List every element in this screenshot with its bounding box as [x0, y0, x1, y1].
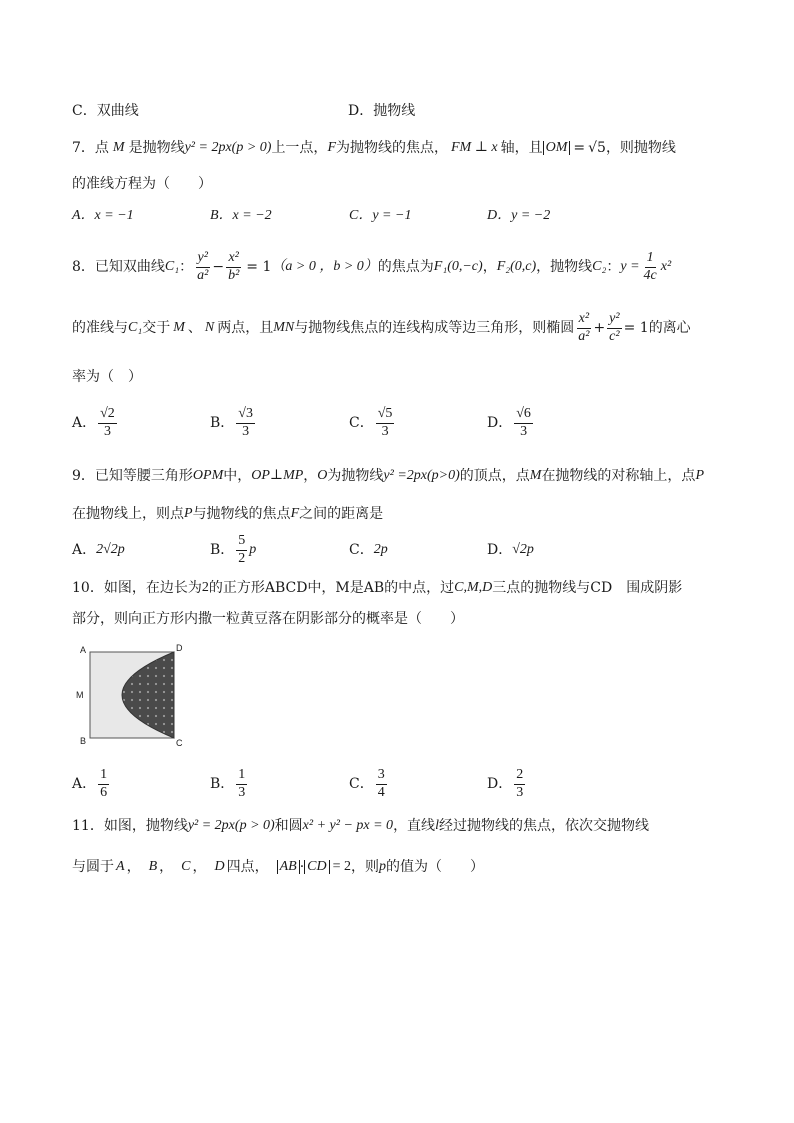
q8-parabola-frac: $\frac{1}{4c}$ — [643, 249, 657, 283]
q10-option-c: C． $\frac{3}{4}$ — [349, 766, 385, 800]
q10-line-2: 部分，则向正方形内撒一粒黄豆落在阴影部分的概率是（ ） — [72, 611, 464, 627]
q8-option-a-frac: $\frac{√2}{3}$ — [100, 405, 115, 439]
q10-option-b-frac: $\frac{1}{3}$ — [238, 766, 246, 800]
q8-option-d-frac: $\frac{√6}{3}$ — [516, 405, 531, 439]
q9-option-d: D． √2p — [487, 542, 534, 558]
fig-label-c: C — [176, 738, 183, 748]
q7-option-c: C．y = −1 — [349, 208, 412, 223]
q8-line-2: 的准线与 C₁ 交于 M 、 N 两点，且 MN 与抛物线焦点的连线构成等边三角形，则椭圆 $\frac{\text{x²}}{\text{a²}}$ + $\frac{\text{y²}}{\text{c²}}$ = 1 的离心 — [72, 310, 691, 344]
fig-label-b: B — [80, 736, 87, 746]
q8-option-c-frac: $\frac{√5}{3}$ — [377, 405, 393, 439]
q8-hyperbola-frac-1: $\frac{\text{y²}}{\text{a²}}$ — [197, 249, 209, 283]
q10-option-a-frac: $\frac{1}{6}$ — [100, 766, 108, 800]
q7-line-1: 7．点 M 是抛物线 y² = 2px(p > 0) 上一点， F 为抛物线的焦点， FM ⊥ x 轴，且 OM = √5 ，则抛物线 — [72, 140, 676, 156]
q10-option-d: D． $\frac{2}{3}$ — [487, 766, 524, 800]
q11-abs-ab: AB — [277, 860, 300, 874]
q9-line-2: 在抛物线上，则点 P 与抛物线的焦点 F 之间的距离是 — [72, 506, 384, 522]
q8-option-c: C． $\frac{√5}{3}$ — [349, 405, 393, 439]
q8-ellipse-frac-1: $\frac{\text{x²}}{\text{a²}}$ — [578, 310, 590, 344]
fig-label-a: A — [80, 645, 87, 655]
q10-figure — [72, 640, 192, 752]
q7-option-a: A．x = −1 — [72, 208, 134, 223]
q8-hyperbola-frac-2: $\frac{\text{x²}}{\text{b²}}$ — [228, 249, 240, 283]
q8-option-b-frac: $\frac{√3}{3}$ — [238, 405, 253, 439]
q9-option-b-frac: $\frac{5}{2}$ — [238, 532, 246, 566]
q7-line-2: 的准线方程为（ ） — [72, 176, 212, 192]
q6-option-c: C．双曲线 — [72, 103, 139, 119]
q10-option-d-frac: $\frac{2}{3}$ — [516, 766, 524, 800]
q10-option-b: B． $\frac{1}{3}$ — [210, 766, 246, 800]
fig-label-d: D — [176, 643, 183, 653]
q9-option-a: A． 2√2p — [72, 542, 125, 558]
q8-line-3: 率为（ ） — [72, 369, 142, 385]
q10-option-c-frac: $\frac{3}{4}$ — [377, 766, 385, 800]
q7-option-b: B．x = −2 — [210, 208, 272, 223]
q8-line-1: 8．已知双曲线 C₁ ： $\frac{\text{y²}}{\text{a²}}$ − $\frac{\text{x²}}{\text{b²}}$ = 1 （a > 0 ，b > 0） 的焦点为 F₁(0,−c) ， F₂(0,c) ，抛物线 C₂ ： y = $\frac{1}{4c}$ x² — [72, 249, 672, 283]
q11-abs-cd: CD — [304, 860, 329, 874]
q8-ellipse-frac-2: $\frac{\text{y²}}{\text{c²}}$ — [609, 310, 620, 344]
q7-option-d: D．y = −2 — [487, 208, 551, 223]
q9-line-1: 9．已知等腰三角形 OPM 中， OP⊥MP ， O 为抛物线 y² =2px(p>0) 的顶点，点 M 在抛物线的对称轴上，点 P — [72, 468, 704, 484]
q7-abs-om: OM — [543, 141, 571, 155]
q8-option-b: B． $\frac{√3}{3}$ — [210, 405, 253, 439]
q8-option-d: D． $\frac{√6}{3}$ — [487, 405, 531, 439]
q8-option-a: A． $\frac{√2}{3}$ — [72, 405, 115, 439]
q11-line-2: 与圆于 A ， B ， C ， D 四点， AB · CD = 2 ，则 p 的值为（ ） — [72, 859, 485, 875]
fig-label-m: M — [76, 690, 84, 700]
q10-line-1: 10．如图，在边长为 2 的正方形ABCD中，M是AB的中点，过 C,M,D 三点的抛物线与CD 围成阴影 — [72, 580, 683, 596]
q9-option-c: C． 2p — [349, 542, 388, 558]
q9-option-b: B． $\frac{5}{2}$ p — [210, 532, 257, 566]
q11-line-1: 11．如图，抛物线 y² = 2px(p > 0) 和圆 x² + y² − px = 0 ，直线 l 经过抛物线的焦点，依次交抛物线 — [72, 818, 649, 834]
q6-option-d: D．抛物线 — [348, 103, 416, 119]
q10-option-a: A． $\frac{1}{6}$ — [72, 766, 108, 800]
